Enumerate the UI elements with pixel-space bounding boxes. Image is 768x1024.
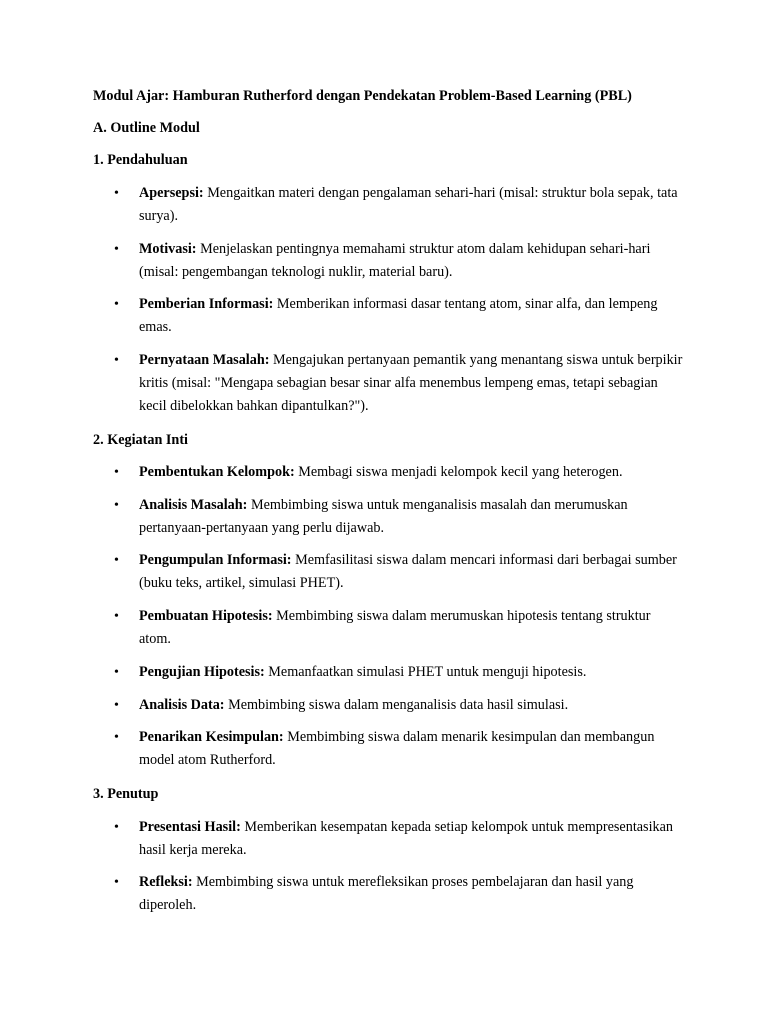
bullet-icon: • xyxy=(114,498,119,513)
bullet-icon: • xyxy=(114,698,119,713)
list-item-body: Memanfaatkan simulasi PHET untuk menguji hipotesis. xyxy=(264,664,587,680)
list-item-body: Membimbing siswa untuk menganalisis masalah dan merumuskan pertanyaan-pertanyaan yang perlu dijawab. xyxy=(139,497,628,536)
bullet-icon: • xyxy=(114,353,119,368)
bullet-icon: • xyxy=(114,875,119,890)
list-item-body: Membimbing siswa dalam menarik kesimpulan dan membangun model atom Rutherford. xyxy=(139,729,655,768)
bullet-icon: • xyxy=(114,297,119,312)
list-item-body: Membagi siswa menjadi kelompok kecil yang heterogen. xyxy=(294,464,623,480)
bullet-icon: • xyxy=(114,609,119,624)
section-heading-kegiatan-inti: 2. Kegiatan Inti xyxy=(93,432,188,448)
list-item-label: Analisis Data: xyxy=(139,697,225,713)
list-item-text xyxy=(139,293,684,339)
list-item-body: Memfasilitasi siswa dalam mencari informasi dari berbagai sumber (buku teks, artikel, simulasi PHET). xyxy=(139,552,677,591)
list-item-label: Pemberian Informasi: xyxy=(139,296,274,312)
list-item-body: Membimbing siswa dalam menganalisis data hasil simulasi. xyxy=(224,697,569,713)
list-item-label: Penarikan Kesimpulan: xyxy=(139,729,284,745)
list-item-text xyxy=(139,494,684,540)
list-item-label: Pengujian Hipotesis: xyxy=(139,664,265,680)
bullet-icon: • xyxy=(114,465,119,480)
list-item-text xyxy=(139,726,684,772)
list-item-body: Mengaitkan materi dengan pengalaman sehari-hari (misal: struktur bola sepak, tata surya). xyxy=(139,185,678,224)
list-item-body: Menjelaskan pentingnya memahami struktur atom dalam kehidupan sehari-hari (misal: pengembangan teknologi nuklir, material baru). xyxy=(139,241,651,280)
list-item-label: Pembentukan Kelompok: xyxy=(139,464,295,480)
list-item-label: Motivasi: xyxy=(139,241,197,257)
list-item-label: Pernyataan Masalah: xyxy=(139,352,270,368)
list-item-label: Apersepsi: xyxy=(139,185,204,201)
list-item-text xyxy=(139,661,684,684)
list-item-text xyxy=(139,694,684,717)
list-item-label: Pengumpulan Informasi: xyxy=(139,552,292,568)
section-heading-penutup: 3. Penutup xyxy=(93,786,159,802)
list-item-label: Pembuatan Hipotesis: xyxy=(139,608,273,624)
list-item-text xyxy=(139,605,684,651)
list-item-body: Membimbing siswa dalam merumuskan hipotesis tentang struktur atom. xyxy=(139,608,651,647)
list-item-label: Analisis Masalah: xyxy=(139,497,248,513)
bullet-icon: • xyxy=(114,242,119,257)
list-item-body: Mengajukan pertanyaan pemantik yang menantang siswa untuk berpikir kritis (misal: "Mengapa sebagian besar sinar alfa menembus lempeng emas, tetapi sebagian kecil dibelokkan bahkan dipantulkan?"). xyxy=(139,352,683,414)
bullet-icon: • xyxy=(114,665,119,680)
list-item-body: Memberikan informasi dasar tentang atom, sinar alfa, dan lempeng emas. xyxy=(139,296,658,335)
list-item-text xyxy=(139,461,684,484)
list-item-text xyxy=(139,871,684,917)
bullet-icon: • xyxy=(114,553,119,568)
list-item-text xyxy=(139,349,684,418)
section-a-heading: A. Outline Modul xyxy=(93,120,200,136)
list-item-label: Refleksi: xyxy=(139,874,193,890)
list-item-text xyxy=(139,816,684,862)
list-item-label: Presentasi Hasil: xyxy=(139,819,241,835)
list-item-text xyxy=(139,549,684,595)
list-item-body: Memberikan kesempatan kepada setiap kelompok untuk mempresentasikan hasil kerja mereka. xyxy=(139,819,674,858)
list-item-body: Membimbing siswa untuk merefleksikan proses pembelajaran dan hasil yang diperoleh. xyxy=(139,874,634,913)
section-heading-pendahuluan: 1. Pendahuluan xyxy=(93,152,188,168)
bullet-icon: • xyxy=(114,730,119,745)
bullet-icon: • xyxy=(114,186,119,201)
document-title: Modul Ajar: Hamburan Rutherford dengan Pendekatan Problem-Based Learning (PBL) xyxy=(93,88,632,104)
bullet-icon: • xyxy=(114,820,119,835)
list-item-text xyxy=(139,238,684,284)
list-item-text xyxy=(139,182,684,228)
